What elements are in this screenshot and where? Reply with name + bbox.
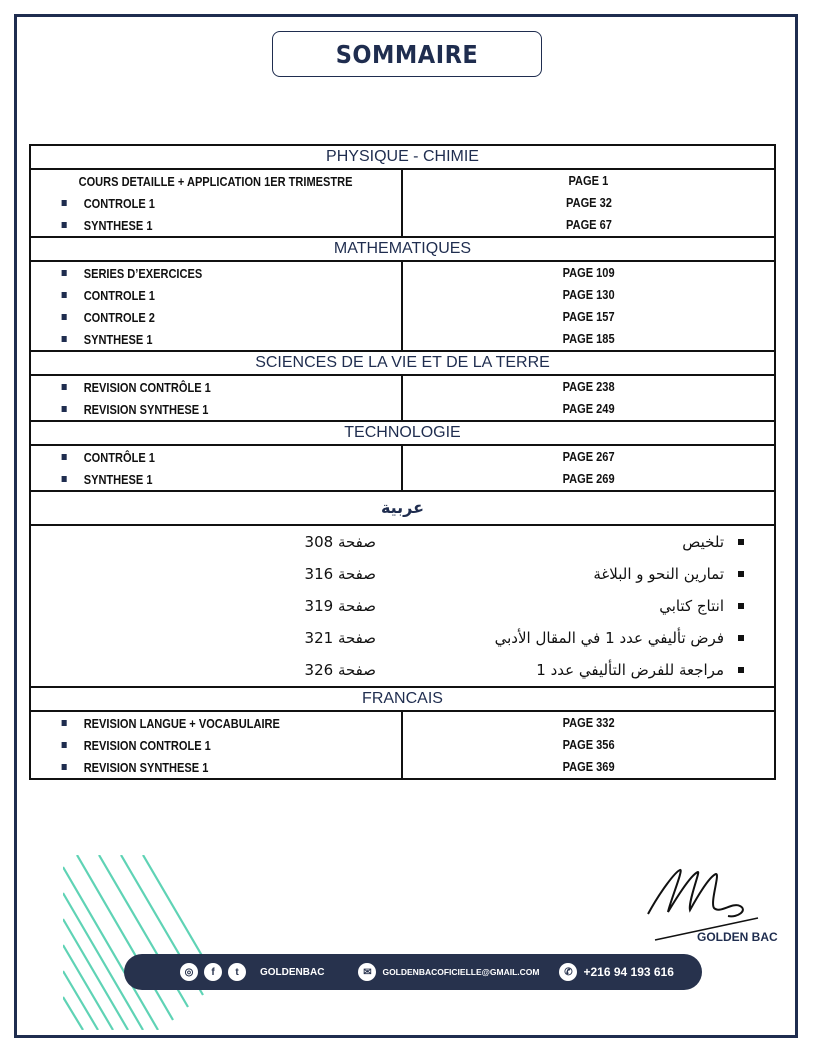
page-ref <box>403 306 774 328</box>
section-items-row <box>30 711 775 779</box>
page-ref <box>403 328 774 350</box>
bullet-icon <box>738 571 744 577</box>
page-number: PAGE 185 <box>562 331 615 346</box>
section-heading: TECHNOLOGIE <box>30 421 775 445</box>
section-items-row <box>30 169 775 237</box>
footer-bar <box>124 954 702 990</box>
section-pages-cell <box>402 375 775 421</box>
section-header-row <box>30 421 775 445</box>
item-label: REVISION SYNTHESE 1 <box>83 759 209 775</box>
item-label: CONTROLE 1 <box>83 287 155 303</box>
page-number: PAGE 130 <box>562 287 615 302</box>
page-ref <box>403 192 774 214</box>
page-ref <box>403 446 774 468</box>
page-ref <box>31 526 402 558</box>
list-item <box>31 214 346 236</box>
section-items-row <box>30 261 775 351</box>
bullet-icon <box>738 635 744 641</box>
item-label: REVISION CONTROLE 1 <box>83 737 211 753</box>
page-ref <box>403 398 774 420</box>
list-item <box>31 284 346 306</box>
section-items-cell <box>30 261 402 351</box>
list-item <box>31 262 346 284</box>
page-number: PAGE 267 <box>562 449 615 464</box>
bullet-icon <box>62 200 67 206</box>
section-pages-cell <box>402 261 775 351</box>
section-header-row <box>30 351 775 375</box>
item-label: SERIES D’EXERCICES <box>83 265 203 281</box>
page-number: صفحة 321 <box>304 629 376 647</box>
social-handle[interactable]: GOLDENBAC <box>260 966 325 978</box>
bullet-icon <box>62 742 67 748</box>
section-header-row <box>30 145 775 169</box>
phone-icon[interactable]: ✆ <box>559 963 577 981</box>
bullet-icon <box>62 476 67 482</box>
item-label: تلخيص <box>682 533 724 551</box>
page-ref <box>403 712 774 734</box>
list-item <box>31 306 346 328</box>
page-number: PAGE 1 <box>568 173 609 188</box>
page-number: PAGE 157 <box>562 309 615 324</box>
list-item <box>31 398 346 420</box>
section-items-cell <box>30 445 402 491</box>
bullet-icon <box>62 314 67 320</box>
list-item <box>31 468 346 490</box>
page-ref <box>31 558 402 590</box>
bullet-icon <box>62 720 67 726</box>
bullet-icon <box>738 667 744 673</box>
item-label: فرض تأليفي عدد 1 في المقال الأدبي <box>494 629 724 647</box>
section-header-row <box>30 237 775 261</box>
section-heading: SCIENCES DE LA VIE ET DE LA TERRE <box>30 351 775 375</box>
email-icon[interactable]: ✉ <box>358 963 376 981</box>
bullet-icon <box>738 603 744 609</box>
list-item <box>402 526 774 558</box>
item-label: مراجعة للفرض التأليفي عدد 1 <box>536 661 724 679</box>
list-item <box>31 734 346 756</box>
page-ref <box>403 734 774 756</box>
list-item <box>31 446 346 468</box>
section-items-cell <box>30 169 402 237</box>
table-of-contents <box>29 144 776 780</box>
twitter-icon[interactable]: t <box>228 963 246 981</box>
item-label: CONTROLE 1 <box>83 195 155 211</box>
list-item <box>31 328 346 350</box>
list-item <box>31 192 346 214</box>
page-number: PAGE 269 <box>562 471 615 486</box>
footer-email[interactable]: GOLDENBACOFICIELLE@GMAIL.COM <box>382 967 540 977</box>
item-label: SYNTHESE 1 <box>83 471 153 487</box>
list-item <box>402 654 774 686</box>
bullet-icon <box>62 454 67 460</box>
list-item <box>402 590 774 622</box>
section-header-row <box>30 687 775 711</box>
item-label: SYNTHESE 1 <box>83 331 153 347</box>
page-number: PAGE 238 <box>562 379 615 394</box>
page-number: صفحة 319 <box>304 597 376 615</box>
page-number: PAGE 332 <box>562 715 615 730</box>
page-ref <box>403 468 774 490</box>
page-number: PAGE 67 <box>565 217 612 232</box>
item-label: REVISION CONTRÔLE 1 <box>83 379 211 395</box>
section-pages-cell <box>402 711 775 779</box>
section-pages-cell <box>402 169 775 237</box>
page-number: PAGE 369 <box>562 759 615 774</box>
item-label: CONTROLE 2 <box>83 309 155 325</box>
section-items-cell <box>30 711 402 779</box>
arabic-header-row <box>30 491 775 525</box>
section-heading: MATHEMATIQUES <box>30 237 775 261</box>
decorative-stripes <box>63 855 223 1030</box>
facebook-icon[interactable]: f <box>204 963 222 981</box>
arabic-items-row <box>30 525 775 687</box>
page-number: صفحة 308 <box>304 533 376 551</box>
section-items-cell <box>30 375 402 421</box>
page-title: SOMMAIRE <box>335 39 479 69</box>
section-heading: PHYSIQUE - CHIMIE <box>30 145 775 169</box>
page-number: PAGE 249 <box>562 401 615 416</box>
section-items-row <box>30 375 775 421</box>
section-heading: FRANCAIS <box>30 687 775 711</box>
page-number: صفحة 316 <box>304 565 376 583</box>
item-label: CONTRÔLE 1 <box>83 449 155 465</box>
bullet-icon <box>62 764 67 770</box>
list-item <box>31 712 346 734</box>
arabic-heading: عربية <box>30 491 775 525</box>
list-item <box>31 376 346 398</box>
arabic-pages-cell <box>30 525 402 687</box>
item-label: انتاج كتابي <box>659 597 724 615</box>
page-ref <box>403 170 774 192</box>
item-label: REVISION SYNTHESE 1 <box>83 401 209 417</box>
item-label: تمارين النحو و البلاغة <box>593 565 724 583</box>
page-ref <box>403 376 774 398</box>
list-item <box>402 558 774 590</box>
bullet-icon <box>62 406 67 412</box>
page-ref <box>403 756 774 778</box>
page-ref <box>31 590 402 622</box>
section-items-row <box>30 445 775 491</box>
instagram-icon[interactable]: ◎ <box>180 963 198 981</box>
page-number: صفحة 326 <box>304 661 376 679</box>
bullet-icon <box>62 270 67 276</box>
bullet-icon <box>738 539 744 545</box>
bullet-icon <box>62 336 67 342</box>
list-item <box>31 170 353 192</box>
page-ref <box>403 262 774 284</box>
page-ref <box>403 284 774 306</box>
page-number: PAGE 356 <box>562 737 615 752</box>
item-label: COURS DETAILLE + APPLICATION 1ER TRIMESTRE <box>78 173 353 189</box>
bullet-icon <box>62 384 67 390</box>
page-ref <box>31 622 402 654</box>
list-item <box>402 622 774 654</box>
item-label: REVISION LANGUE + VOCABULAIRE <box>83 715 280 731</box>
bullet-icon <box>62 222 67 228</box>
title-box <box>272 31 542 77</box>
section-pages-cell <box>402 445 775 491</box>
brand-label: GOLDEN BAC <box>697 930 778 944</box>
arabic-items-cell <box>402 525 775 687</box>
footer-phone[interactable]: +216 94 193 616 <box>583 965 674 979</box>
page-ref <box>403 214 774 236</box>
page-ref <box>31 654 402 686</box>
page-number: PAGE 109 <box>562 265 615 280</box>
bullet-icon <box>62 292 67 298</box>
item-label: SYNTHESE 1 <box>83 217 153 233</box>
list-item <box>31 756 346 778</box>
page-number: PAGE 32 <box>565 195 612 210</box>
